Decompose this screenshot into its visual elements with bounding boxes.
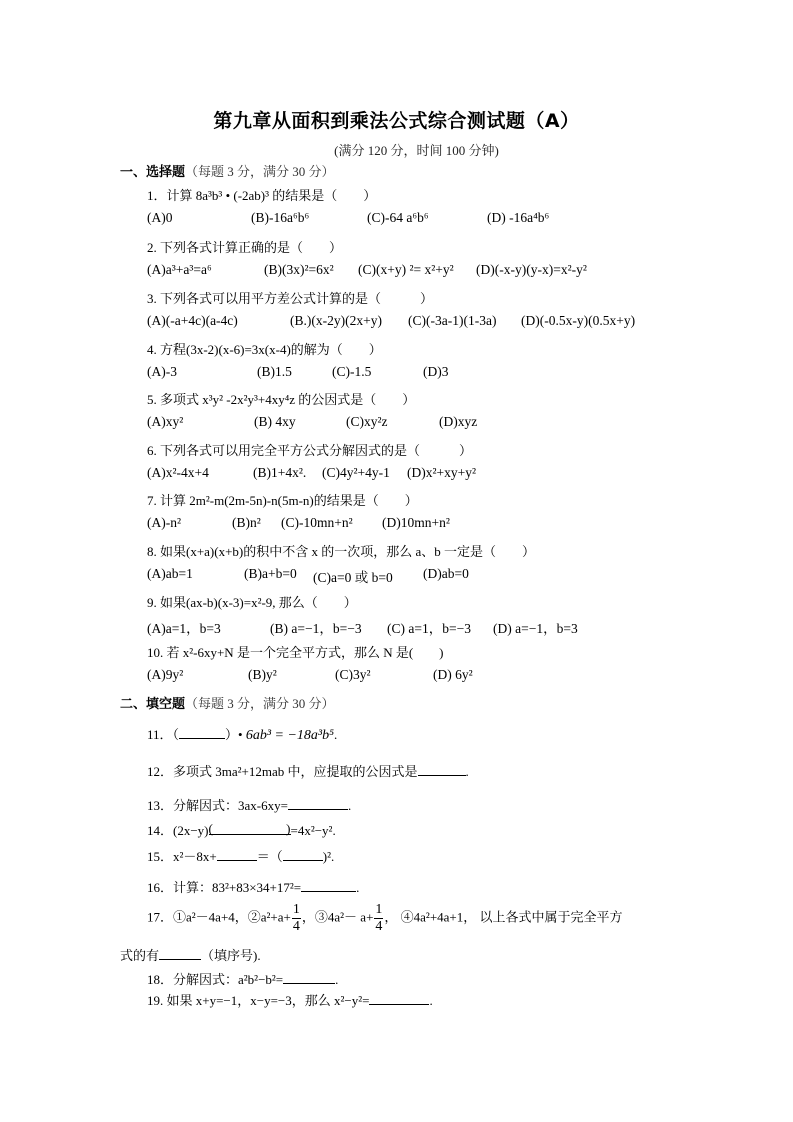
numerator: 1: [375, 902, 383, 917]
answer-blank[interactable]: [159, 948, 201, 960]
fill-question-18: [147, 969, 338, 988]
option-d: (D) -16a⁴b⁶: [487, 210, 550, 225]
answer-blank[interactable]: [301, 880, 356, 892]
fill-question-17: [147, 902, 623, 935]
fill-question-14: [147, 820, 336, 839]
option-a: (A)x²-4x+4: [147, 465, 209, 480]
fill-question-16: [147, 877, 359, 896]
question-stem: 7. 计算 2m²-m(2m-5n)-n(5m-n)的结果是（ ）: [147, 493, 418, 508]
answer-blank[interactable]: [283, 849, 323, 861]
math-expression: 6ab³ = −18a³b⁵: [245, 728, 334, 743]
question-stem: 8. 如果(x+a)(x+b)的积中不含 x 的一次项，那么 a、b 一定是（ ）: [147, 544, 536, 559]
question-text: 14．(2x−y): [147, 823, 209, 838]
text: （填序号).: [201, 948, 261, 963]
option-d: (D)(-x-y)(y-x)=x²-y²: [476, 262, 587, 277]
text: .: [334, 727, 338, 742]
question-text: 13．分解因式：3ax-6xy=: [147, 798, 288, 813]
question-text: 17．①a²－4a+4，②a²+a+: [147, 909, 291, 925]
option-d: (D)xyz: [439, 414, 478, 429]
question-stem: 1．计算 8a³b³ • (-2ab)³ 的结果是（ ）: [147, 188, 377, 203]
text: 式的有: [120, 948, 160, 963]
question-text: 16．计算：83²+83×34+17²=: [147, 880, 302, 895]
section-heading-fill: [120, 693, 335, 712]
answer-blank[interactable]: [217, 849, 257, 861]
section-note: （每题 3 分，满分 30 分）: [185, 164, 335, 179]
denominator: 4: [375, 919, 383, 934]
question-stem: 2. 下列各式计算正确的是（ ）: [147, 240, 343, 255]
fill-question-19: [147, 990, 433, 1009]
page-subtitle: (满分 120 分，时间 100 分钟): [334, 143, 499, 158]
text: ，③4a²－ a+: [301, 909, 374, 925]
fraction: [374, 902, 383, 935]
section-heading-choice: [120, 161, 335, 180]
question-stem: 9. 如果(ax-b)(x-3)=x²-9, 那么（ ）: [147, 595, 357, 610]
option-b: (B)1+4x².: [253, 465, 307, 480]
option-c: (C)a=0 或 b=0: [313, 570, 393, 585]
option-a: (A)-3: [147, 364, 177, 379]
question-stem: 6. 下列各式可以用完全平方公式分解因式的是（ ）: [147, 443, 473, 458]
option-a: (A)-n²: [147, 515, 182, 530]
option-d: (D)x²+xy+y²: [407, 465, 477, 480]
option-b: (B)(3x)²=6x²: [264, 262, 334, 277]
fill-question-11: [147, 724, 337, 744]
option-c: (C)-64 a⁶b⁶: [367, 210, 429, 225]
text: ）•: [225, 727, 243, 742]
text: .: [465, 764, 469, 779]
option-c: (C) a=1，b=−3: [387, 621, 471, 636]
denominator: 4: [292, 919, 300, 934]
option-c: (C)4y²+4y-1: [322, 465, 390, 480]
section-note: （每题 3 分，满分 30 分）: [185, 696, 335, 711]
question-number: 11．（: [147, 727, 180, 742]
answer-blank[interactable]: [418, 764, 466, 776]
option-b: (B) a=−1，b=−3: [270, 621, 362, 636]
numerator: 1: [292, 902, 300, 917]
question-text: 15．x²－8x+: [147, 849, 217, 864]
option-a: (A)a³+a³=a⁶: [147, 262, 212, 277]
option-d: (D)10mn+n²: [382, 515, 450, 530]
option-a: (A)0: [147, 210, 173, 225]
option-a: (A)a=1，b=3: [147, 621, 221, 636]
text: ): [286, 821, 291, 836]
page-title: 第九章从面积到乘法公式综合测试题（A）: [213, 110, 580, 132]
option-b: (B)a+b=0: [244, 566, 297, 581]
option-c: (C)-1.5: [332, 364, 372, 379]
question-text: 18．分解因式：a²b²−b²=: [147, 972, 284, 987]
section-title: 一、选择题: [120, 165, 186, 180]
fill-question-12: [147, 761, 469, 780]
option-b: (B)1.5: [257, 364, 292, 379]
option-a: (A)ab=1: [147, 566, 193, 581]
option-a: (A)(-a+4c)(a-4c): [147, 313, 238, 328]
option-c: (C)-10mn+n²: [281, 515, 353, 530]
answer-blank[interactable]: [179, 727, 225, 739]
option-b: (B) 4xy: [254, 414, 296, 429]
answer-blank[interactable]: [209, 823, 291, 835]
fill-question-13: [147, 795, 351, 814]
option-b: (B)y²: [248, 667, 277, 682]
option-c: (C)3y²: [335, 667, 371, 682]
text: =4x²−y².: [290, 823, 336, 838]
answer-blank[interactable]: [283, 972, 335, 984]
text: .: [335, 972, 339, 987]
option-d: (D)ab=0: [423, 566, 469, 581]
text: (: [208, 821, 213, 836]
text: .: [347, 798, 352, 813]
answer-blank[interactable]: [369, 993, 429, 1005]
question-stem: 10. 若 x²-6xy+N 是一个完全平方式，那么 N 是( ): [147, 645, 444, 660]
text: .: [356, 880, 360, 895]
option-c: (C)xy²z: [346, 414, 388, 429]
fill-question-17-cont: [120, 945, 261, 964]
option-d: (D) 6y²: [433, 667, 473, 682]
text: ＝（: [256, 849, 283, 864]
question-stem: 5. 多项式 x³y² -2x²y³+4xy⁴z 的公因式是（ ）: [147, 392, 416, 407]
option-c: (C)(-3a-1)(1-3a): [408, 313, 497, 328]
option-a: (A)9y²: [147, 667, 184, 682]
option-b: (B.)(x-2y)(2x+y): [290, 313, 382, 328]
option-c: (C)(x+y) ²= x²+y²: [358, 262, 454, 277]
text: )².: [322, 849, 335, 864]
option-d: (D)(-0.5x-y)(0.5x+y): [521, 313, 636, 328]
fill-question-15: [147, 846, 334, 865]
question-text: 19. 如果 x+y=−1，x−y=−3，那么 x²−y²=: [147, 993, 370, 1008]
text: .: [429, 993, 433, 1008]
text: ， ④4a²+4a+1， 以上各式中属于完全平方: [384, 909, 623, 925]
question-stem: 4. 方程(3x-2)(x-6)=3x(x-4)的解为（ ）: [147, 342, 382, 357]
option-a: (A)xy²: [147, 414, 184, 429]
option-d: (D)3: [423, 364, 449, 379]
fraction: [292, 902, 301, 935]
option-b: (B)-16a⁶b⁶: [251, 210, 310, 225]
section-title: 二、填空题: [120, 697, 186, 712]
option-d: (D) a=−1，b=3: [493, 621, 578, 636]
option-b: (B)n²: [232, 515, 261, 530]
question-stem: 3. 下列各式可以用平方差公式计算的是（ ）: [147, 291, 434, 306]
answer-blank[interactable]: [288, 798, 348, 810]
question-text: 12．多项式 3ma²+12mab 中，应提取的公因式是: [147, 764, 418, 779]
